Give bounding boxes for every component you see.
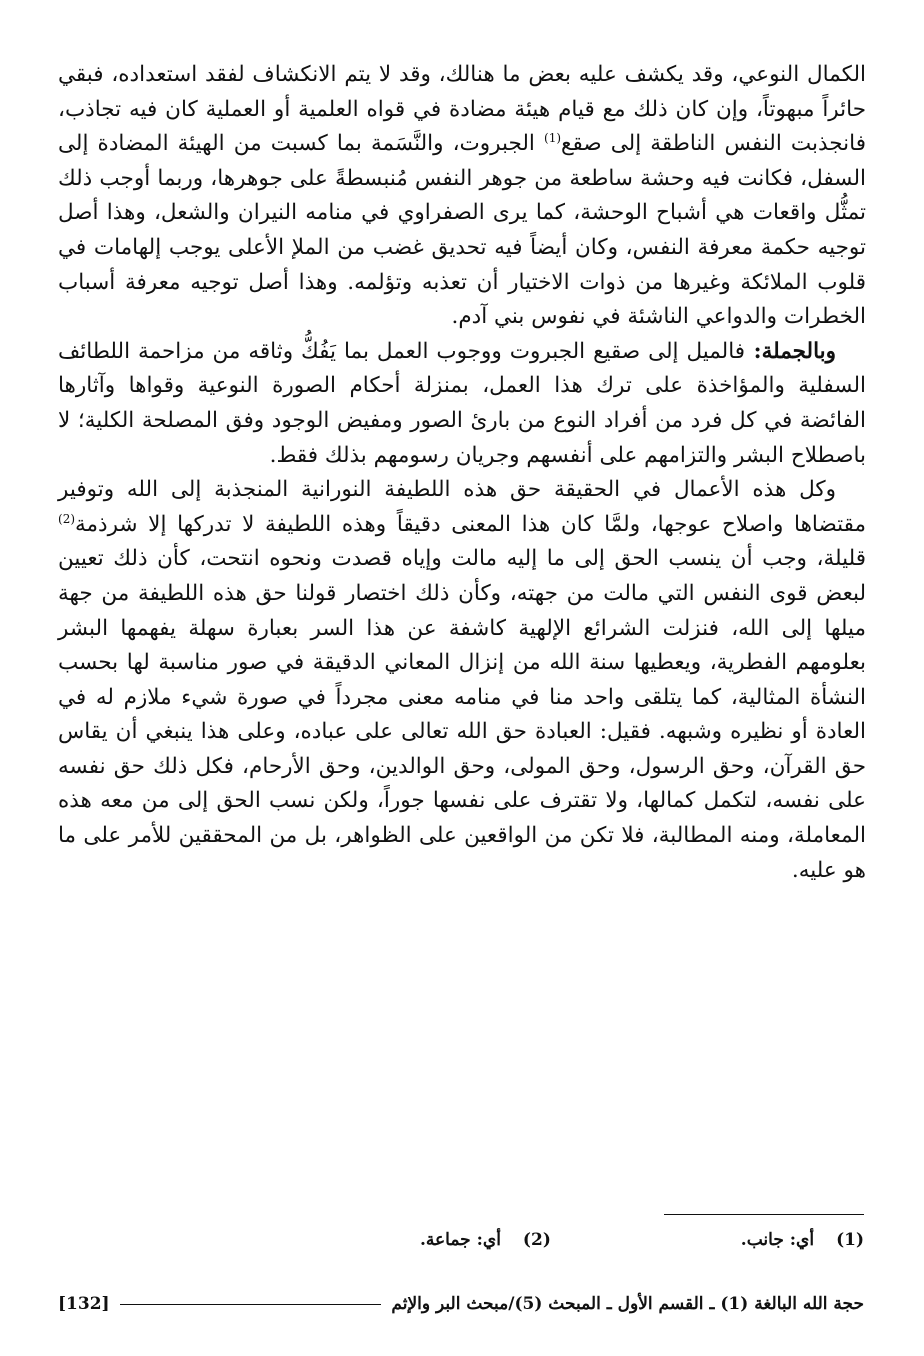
footnote-text: أي: جانب. xyxy=(740,1230,815,1250)
footnote-number: (1) xyxy=(836,1230,864,1250)
footnote-text: أي: جماعة. xyxy=(420,1230,501,1250)
footnote-ref-2[interactable]: (2) xyxy=(58,511,76,526)
footer-rule xyxy=(120,1304,382,1305)
paragraph-3 xyxy=(58,473,866,888)
paragraph-text: فالميل إلى صقيع الجبروت ووجوب العمل بما يَفُكُّ وثاقه من مزاحمة اللطائف السفلية والمؤاخذة على ترك هذا العمل، بمنزلة أحكام الصورة النوعية وقواها وآثارها الفائضة في كل فرد من أفراد النوع من بارئ الصور ومفيض الوجود وفق المصلحة الكلية؛ لا باصطلاح البشر والتزامهم على أنفسهم وجريان رسومهم بذلك فقط. xyxy=(58,338,866,468)
footnote-2 xyxy=(420,1230,551,1250)
paragraph-2 xyxy=(58,335,866,473)
paragraph-lead: وبالجملة: xyxy=(745,338,836,364)
paragraph-text-cont: الجبروت، والنَّسَمة بما كسبت من الهيئة المضادة إلى السفل، فكانت فيه وحشة ساطعة من جوهر النفس مُنبسطةً على جوهرها، وربما أوجب ذلك تمثُّل واقعات هي أشباح الوحشة، كما يرى الصفراوي في منامه النيران والشعل، وهذا أصل توجيه حكمة معرفة النفس، وكان أيضاً فيه تحديق غضب من الملإ الأعلى يوجب إلهامات في قلوب الملائكة وغيرها من ذوات الاختيار أن تعذبه وتؤلمه. وهذا أصل توجيه معرفة أسباب الخطرات والدواعي الناشئة في نفوس بني آدم. xyxy=(58,131,866,330)
footnote-ref-1[interactable]: (1) xyxy=(544,131,562,146)
footnote-number: (2) xyxy=(522,1230,551,1250)
footnote-divider xyxy=(664,1214,864,1215)
main-text xyxy=(58,58,866,888)
paragraph-text: الكمال النوعي، وقد يكشف عليه بعض ما هنالك، وقد لا يتم الانكشاف لفقد استعداده، فبقي حائراً مبهوتاً، وإن كان ذلك مع قيام هيئة مضادة في قواه العلمية أو العملية كان فيه تجاذب، فانجذبت النفس الناطقة إلى صقع xyxy=(58,62,866,157)
footnotes xyxy=(420,1230,864,1250)
footnote-1 xyxy=(741,1230,864,1250)
page-footer xyxy=(58,1294,864,1314)
paragraph-1 xyxy=(58,58,866,335)
page-number: [132] xyxy=(58,1294,110,1314)
paragraph-text: وكل هذه الأعمال في الحقيقة حق هذه اللطيفة النورانية المنجذبة إلى الله وتوفير مقتضاها واصلاح عوجها، ولمَّا كان هذا المعنى دقيقاً وهذه اللطيفة لا تدركها إلا شرذمة xyxy=(58,477,866,537)
paragraph-text-cont: قليلة، وجب أن ينسب الحق إلى ما إليه مالت وإياه قصدت ونحوه انتحت، كأن ذلك تعيين لبعض قوى النفس التي مالت من جهته، وكأن ذلك اختصار قولنا حق هذه اللطيفة من جهة ميلها إلى الله، فنزلت الشرائع الإلهية كاشفة عن هذا السر بعبارة سهلة يفهمها البشر بعلومهم الفطرية، ويعطيها سنة الله من إنزال المعاني الدقيقة في صور مناسبة لها بحسب النشأة المثالية، كما يتلقى واحد منا في منامه معنى مجرداً في صورة شيء ملازم له في العادة أو نظيره وشبهه. فقيل: العبادة حق الله تعالى على عباده، وعلى هذا ينبغي أن يقاس حق القرآن، وحق الرسول، وحق المولى، وحق الوالدين، وحق الأرحام، فكل ذلك حق نفسه على نفسه، لتكمل كمالها، ولا تقترف على نفسها جوراً، ولكن نسب الحق إلى من معه هذه المعاملة، ومنه المطالبة، فلا تكن من الواقعين على الظواهر، بل من المحققين للأمر على ما هو عليه. xyxy=(58,546,866,883)
running-title: حجة الله البالغة (1) ـ القسم الأول ـ المبحث (5)/مبحث البر والإثم xyxy=(391,1294,864,1314)
